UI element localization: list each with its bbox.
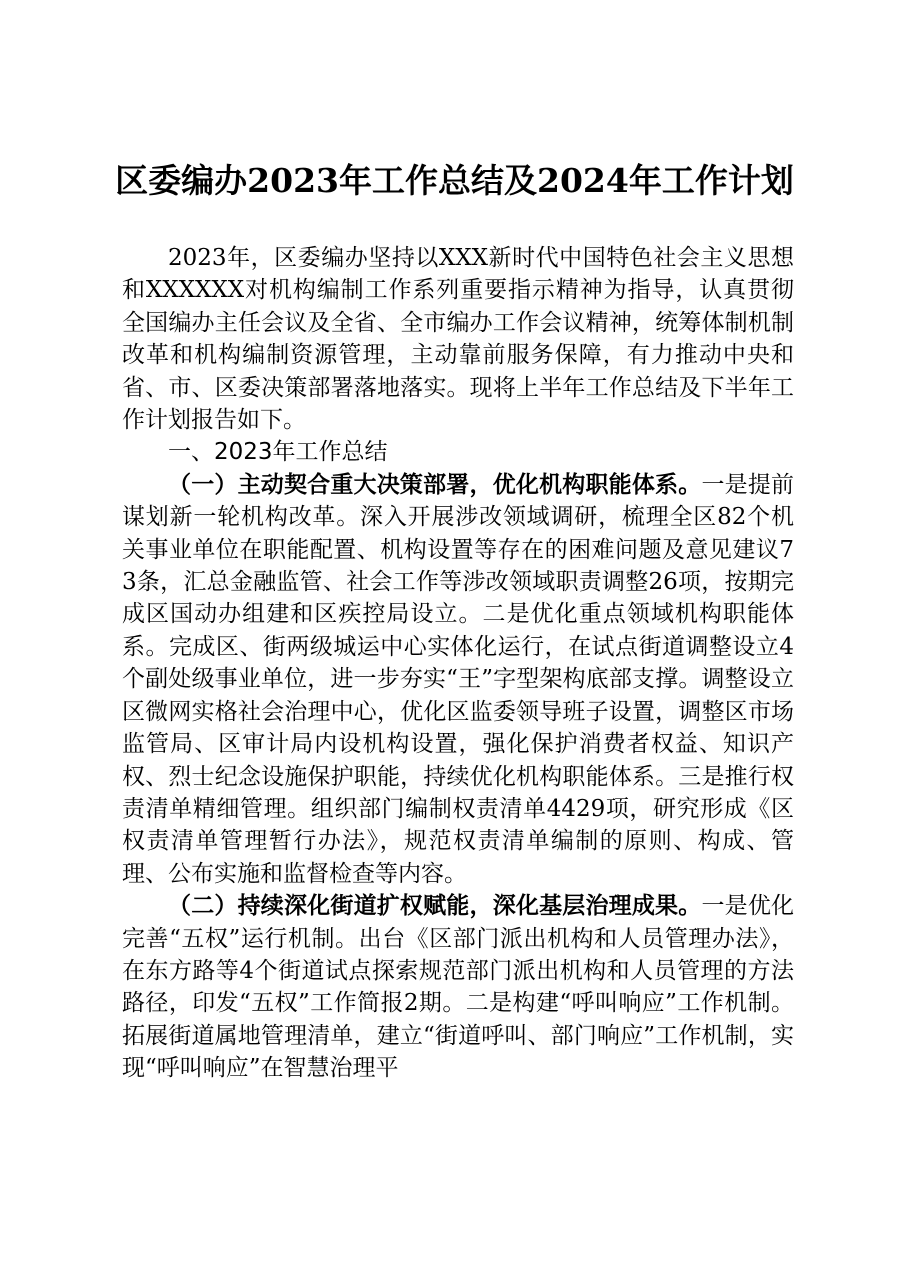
section-heading: 一、2023年工作总结 [168,439,388,466]
intro-paragraph: 2023年，区委编办坚持以XXX新时代中国特色社会主义思想和XXXXXX对机构编制工作系列重要指示精神为指导，认真贯彻全国编办主任会议及全省、全市编办工作会议精神，统筹体制机制改革和机构编制资源管理，主动靠前服务保障，有力推动中央和省、市、区委决策部署落地落实。现将上半年工作总结及下半年工作计划报告如下。 [122,245,794,434]
item-2-lead: （二）持续深化街道扩权赋能，深化基层治理成果。 [168,892,702,920]
item-1-lead: （一）主动契合重大决策部署，优化机构职能体系。 [168,470,702,498]
document-body [122,242,794,1085]
item-1-paragraph [122,469,794,890]
item-1-body: 一是提前谋划新一轮机构改革。深入开展涉改领域调研，梳理全区82个机关事业单位在职能配置、机构设置等存在的困难问题及意见建议73条，汇总金融监管、社会工作等涉改领域职责调整26项，按期完成区国动办组建和区疾控局设立。二是优化重点领域机构职能体系。完成区、街两级城运中心实体化运行，在试点街道调整设立4个副处级事业单位，进一步夯实“王”字型架构底部支撑。调整设立区微网实格社会治理中心，优化区监委领导班子设置，调整区市场监管局、区审计局内设机构设置，强化保护消费者权益、知识产权、烈士纪念设施保护职能，持续优化机构职能体系。三是推行权责清单精细管理。组织部门编制权责清单4429项，研究形成《区权责清单管理暂行办法》，规范权责清单编制的原则、构成、管理、公布实施和监督检查等内容。 [122,471,795,887]
item-2-paragraph [122,890,794,1084]
document-title: 区委编办2023年工作总结及2024年工作计划 [115,161,794,200]
item-2-body: 一是优化完善“五权”运行机制。出台《区部门派出机构和人员管理办法》，在东方路等4个街道试点探索规范部门派出机构和人员管理的方法路径，印发“五权”工作简报2期。二是构建“呼叫响应”工作机制。拓展街道属地管理清单，建立“街道呼叫、部门响应”工作机制，实现“呼叫响应”在智慧治理平 [122,893,795,1082]
